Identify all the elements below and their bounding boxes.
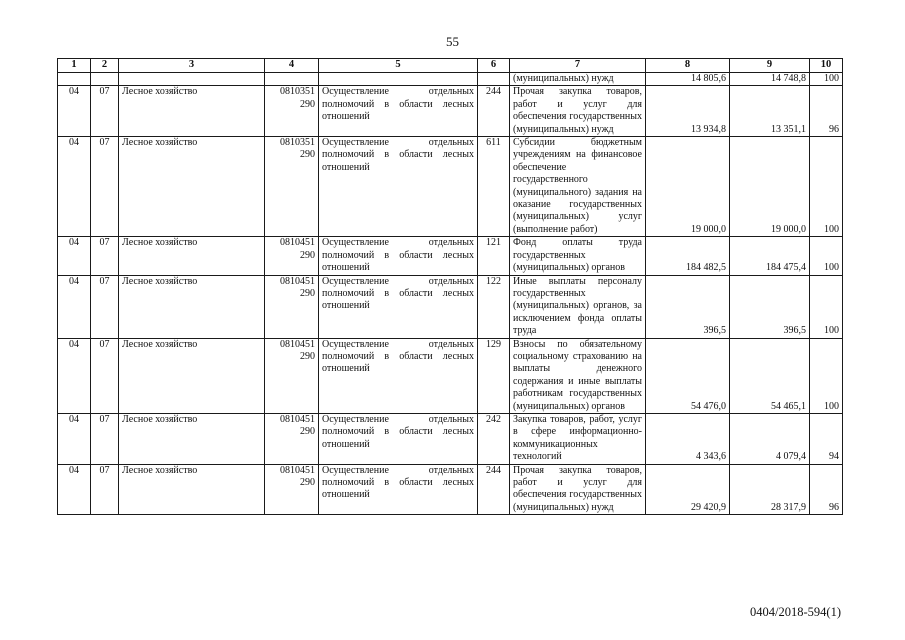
budget-table [57,58,843,515]
column-header-4: 4 [265,59,319,73]
cell-name: Лесное хозяйство [119,275,265,338]
cell-target: 0810451 290 [265,275,319,338]
page-number: 55 [446,34,459,49]
cell-name: Лесное хозяйство [119,464,265,515]
cell-value9: 19 000,0 [730,137,810,237]
cell-expense-type: 611 [478,137,510,237]
cell-name: Лесное хозяйство [119,237,265,275]
column-header-2: 2 [91,59,119,73]
cell-description: Закупка товаров, работ, услуг в сфере информационно-коммуникационных технологий [510,413,646,464]
cell-program: Осуществление отдельных полномочий в области лесных отношений [319,86,478,137]
cell-program: Осуществление отдельных полномочий в области лесных отношений [319,237,478,275]
cell-section: 04 [58,275,91,338]
column-header-6: 6 [478,59,510,73]
continuation-row [58,73,843,86]
cell-expense-type: 244 [478,464,510,515]
cell-value9: 396,5 [730,275,810,338]
cell-program: Осуществление отдельных полномочий в области лесных отношений [319,338,478,413]
cell-description: Иные выплаты персоналу государственных (муниципальных) органов, за исключением фонда оплаты труда [510,275,646,338]
cell-subsection [91,73,119,86]
cell-description: Прочая закупка товаров, работ и услуг для обеспечения государственных (муниципальных) нужд [510,464,646,515]
cell-section [58,73,91,86]
cell-expense-type [478,73,510,86]
cell-value9: 184 475,4 [730,237,810,275]
cell-target: 0810451 290 [265,464,319,515]
cell-value9: 28 317,9 [730,464,810,515]
table-row [58,464,843,515]
column-header-8: 8 [646,59,730,73]
cell-description: (муниципальных) нужд [510,73,646,86]
cell-value8: 14 805,6 [646,73,730,86]
cell-value8: 396,5 [646,275,730,338]
cell-description: Прочая закупка товаров, работ и услуг для обеспечения государственных (муниципальных) нужд [510,86,646,137]
cell-percent: 100 [810,73,843,86]
cell-value8: 54 476,0 [646,338,730,413]
cell-description: Субсидии бюджетным учреждениям на финансовое обеспечение государственного (муниципального) задания на оказание государственных (муниципальных) услуг (выполнение работ) [510,137,646,237]
table-row [58,237,843,275]
cell-subsection: 07 [91,464,119,515]
cell-expense-type: 129 [478,338,510,413]
cell-value8: 29 420,9 [646,464,730,515]
cell-value9: 4 079,4 [730,413,810,464]
cell-name: Лесное хозяйство [119,86,265,137]
cell-program [319,73,478,86]
cell-value9: 13 351,1 [730,86,810,137]
cell-target: 0810351 290 [265,137,319,237]
document-code: 0404/2018-594(1) [750,605,841,619]
cell-value8: 13 934,8 [646,86,730,137]
cell-target: 0810351 290 [265,86,319,137]
cell-expense-type: 122 [478,275,510,338]
cell-percent: 96 [810,464,843,515]
column-header-10: 10 [810,59,843,73]
cell-program: Осуществление отдельных полномочий в области лесных отношений [319,464,478,515]
cell-name: Лесное хозяйство [119,338,265,413]
cell-program: Осуществление отдельных полномочий в области лесных отношений [319,137,478,237]
cell-name: Лесное хозяйство [119,137,265,237]
cell-value8: 19 000,0 [646,137,730,237]
column-header-7: 7 [510,59,646,73]
cell-section: 04 [58,338,91,413]
cell-program: Осуществление отдельных полномочий в области лесных отношений [319,275,478,338]
cell-description: Взносы по обязательному социальному страхованию на выплаты денежного содержания и иные выплаты работникам государственных (муниципальных) органов [510,338,646,413]
cell-percent: 96 [810,86,843,137]
cell-percent: 100 [810,137,843,237]
table-row [58,413,843,464]
cell-percent: 100 [810,275,843,338]
cell-subsection: 07 [91,86,119,137]
cell-value9: 54 465,1 [730,338,810,413]
header-row [58,59,843,73]
cell-program: Осуществление отдельных полномочий в области лесных отношений [319,413,478,464]
cell-subsection: 07 [91,338,119,413]
table-row [58,137,843,237]
cell-description: Фонд оплаты труда государственных (муниципальных) органов [510,237,646,275]
cell-percent: 100 [810,237,843,275]
cell-name: Лесное хозяйство [119,413,265,464]
column-header-3: 3 [119,59,265,73]
column-header-5: 5 [319,59,478,73]
cell-percent: 94 [810,413,843,464]
cell-expense-type: 244 [478,86,510,137]
cell-section: 04 [58,237,91,275]
cell-target: 0810451 290 [265,413,319,464]
cell-subsection: 07 [91,275,119,338]
table-row [58,86,843,137]
cell-section: 04 [58,86,91,137]
cell-section: 04 [58,137,91,237]
table-row [58,338,843,413]
cell-subsection: 07 [91,413,119,464]
cell-subsection: 07 [91,237,119,275]
cell-target [265,73,319,86]
cell-target: 0810451 290 [265,237,319,275]
cell-value8: 4 343,6 [646,413,730,464]
table-row [58,275,843,338]
cell-expense-type: 121 [478,237,510,275]
cell-name [119,73,265,86]
cell-value8: 184 482,5 [646,237,730,275]
cell-target: 0810451 290 [265,338,319,413]
cell-section: 04 [58,413,91,464]
cell-expense-type: 242 [478,413,510,464]
cell-percent: 100 [810,338,843,413]
cell-section: 04 [58,464,91,515]
cell-subsection: 07 [91,137,119,237]
column-header-1: 1 [58,59,91,73]
cell-value9: 14 748,8 [730,73,810,86]
column-header-9: 9 [730,59,810,73]
